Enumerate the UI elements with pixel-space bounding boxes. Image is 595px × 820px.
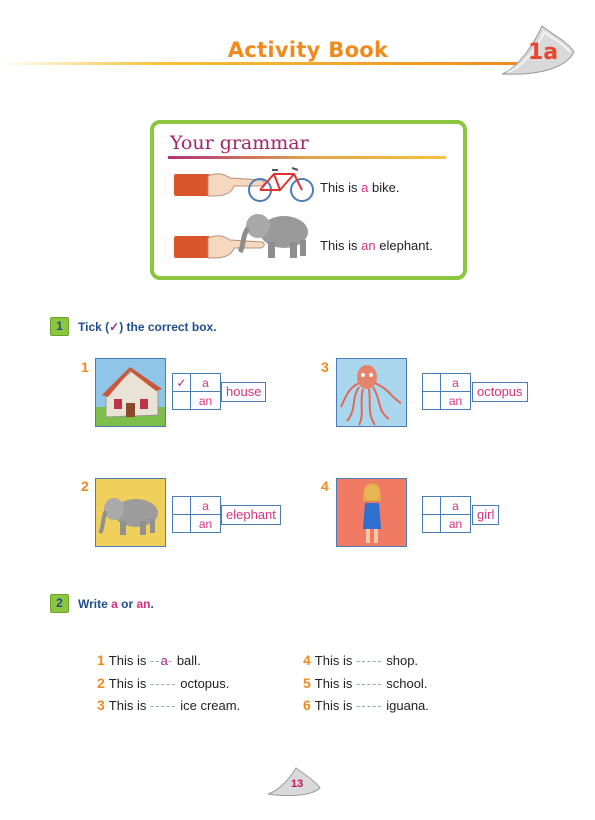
write-sentence — [303, 652, 418, 668]
sentence-number: 3 — [97, 697, 105, 713]
sentence-text: bike. — [368, 180, 400, 195]
write-sentence — [303, 675, 427, 691]
exercise-number-badge: 2 — [50, 594, 69, 613]
word-an: an — [136, 597, 151, 611]
word-a: a — [111, 597, 118, 611]
option-an: an — [191, 392, 221, 410]
article-a: a — [361, 180, 369, 195]
exercise-number-badge: 1 — [50, 317, 69, 336]
sentence-number: 5 — [303, 675, 311, 691]
octopus-picture — [336, 358, 407, 427]
sentence-text: octopus. — [176, 676, 230, 691]
sentence-text: This is — [314, 653, 356, 668]
blank-line[interactable]: ----- — [355, 653, 383, 668]
option-an: an — [441, 392, 471, 410]
sentence-text: This is — [314, 676, 356, 691]
house-icon — [96, 359, 166, 427]
blank-line: - — [167, 653, 174, 668]
grammar-sentence-1 — [320, 180, 399, 195]
elephant-icon — [96, 479, 166, 547]
sentence-text: shop. — [382, 653, 419, 668]
sentence-text: elephant. — [375, 238, 433, 253]
grammar-title: Your grammar — [170, 132, 309, 154]
blank-line[interactable]: -- — [149, 653, 161, 668]
option-a: a — [191, 497, 221, 515]
grammar-sentence-2 — [320, 238, 433, 253]
item-number: 3 — [321, 359, 329, 375]
tick-box-a[interactable]: ✓ — [173, 374, 191, 392]
tick-box-a[interactable] — [423, 374, 441, 392]
header-rule — [0, 62, 520, 65]
grammar-title-underline — [168, 156, 446, 159]
word-label: elephant — [221, 505, 281, 525]
sentence-text: This is — [108, 676, 150, 691]
sentence-number: 4 — [303, 652, 311, 668]
tick-table — [172, 373, 221, 410]
tick-box-an[interactable] — [173, 515, 191, 533]
sentence-text: school. — [382, 676, 428, 691]
tick-symbol: ✓ — [109, 320, 120, 334]
write-sentence — [97, 675, 229, 691]
sentence-number: 6 — [303, 697, 311, 713]
blank-line[interactable]: ----- — [149, 698, 177, 713]
tick-table — [422, 496, 471, 533]
instruction-text: Write — [78, 597, 112, 611]
option-an: an — [191, 515, 221, 533]
write-sentence — [97, 697, 240, 713]
write-sentence — [303, 697, 429, 713]
sentence-text: ball. — [173, 653, 201, 668]
sentence-text: iguana. — [382, 698, 429, 713]
sentence-text: This is — [108, 698, 150, 713]
instruction-text: Tick ( — [78, 320, 110, 334]
sentence-text: ice cream. — [176, 698, 241, 713]
bike-icon — [246, 164, 316, 204]
sentence-number: 1 — [97, 652, 105, 668]
exercise-2-instruction — [78, 597, 154, 611]
tick-table — [172, 496, 221, 533]
blank-line[interactable]: ----- — [355, 676, 383, 691]
page-title: Activity Book — [227, 38, 389, 62]
instruction-text: ) the correct box. — [119, 320, 217, 334]
option-a: a — [441, 497, 471, 515]
option-a: a — [441, 374, 471, 392]
girl-picture — [336, 478, 407, 547]
item-number: 4 — [321, 478, 329, 494]
tick-box-a[interactable] — [423, 497, 441, 515]
tick-box-an[interactable] — [423, 515, 441, 533]
word-label: girl — [472, 505, 499, 525]
sentence-text: This is — [108, 653, 150, 668]
girl-icon — [337, 479, 407, 547]
word-label: house — [221, 382, 266, 402]
elephant-picture — [95, 478, 166, 547]
tick-table — [422, 373, 471, 410]
answer-text: a — [160, 653, 168, 668]
item-number: 1 — [81, 359, 89, 375]
word-label: octopus — [472, 382, 528, 402]
option-a: a — [191, 374, 221, 392]
tick-box-an[interactable] — [423, 392, 441, 410]
instruction-text: or — [117, 597, 137, 611]
house-picture — [95, 358, 166, 427]
exercise-1-instruction — [78, 320, 217, 334]
grammar-box — [150, 120, 467, 280]
elephant-icon — [238, 206, 318, 262]
blank-line[interactable]: ----- — [355, 698, 383, 713]
unit-label: 1a — [528, 40, 559, 65]
sentence-text: This is — [314, 698, 356, 713]
sentence-text: This is — [320, 180, 362, 195]
write-sentence — [97, 652, 201, 668]
sentence-number: 2 — [97, 675, 105, 691]
tick-box-an[interactable] — [173, 392, 191, 410]
instruction-text: . — [150, 597, 154, 611]
option-an: an — [441, 515, 471, 533]
page-number: 13 — [291, 778, 304, 790]
tick-box-a[interactable] — [173, 497, 191, 515]
article-an: an — [361, 238, 376, 253]
blank-line[interactable]: ----- — [149, 676, 177, 691]
sentence-text: This is — [320, 238, 362, 253]
octopus-icon — [337, 359, 407, 427]
item-number: 2 — [81, 478, 89, 494]
